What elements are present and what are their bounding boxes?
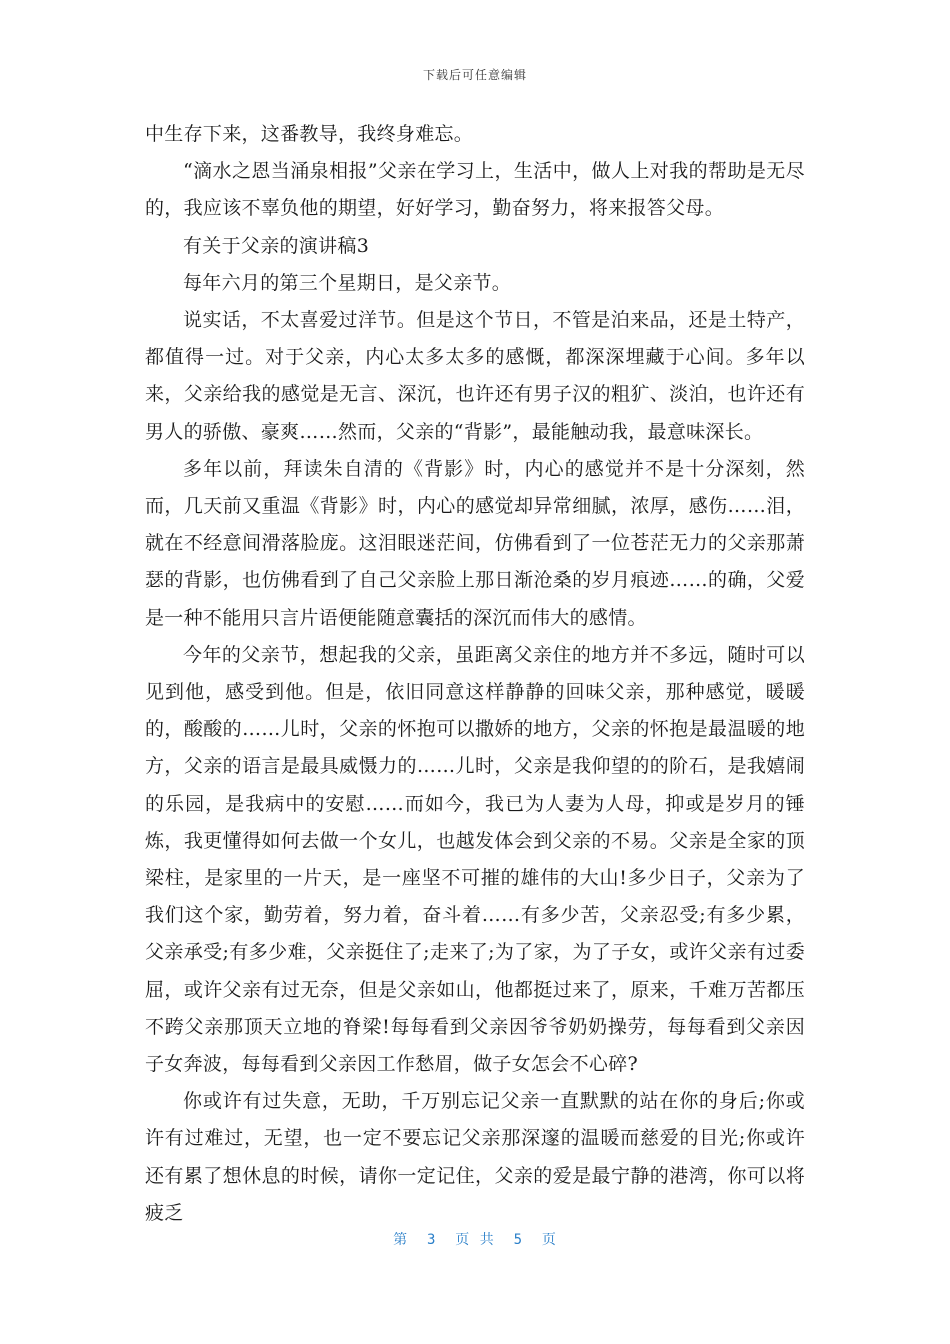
header-note: 下载后可任意编辑 (422, 68, 527, 82)
paragraph: 今年的父亲节，想起我的父亲，虽距离父亲住的地方并不多远，随时可以见到他，感受到他。但是，依旧同意这样静静的回味父亲，那种感觉，暖暖的，酸酸的……儿时，父亲的怀抱可以撒娇的地方，父亲的怀抱是最温暖的地方，父亲的语言是最具威慑力的……儿时，父亲是我仰望的的阶石，是我嬉闹的乐园，是我病中的安慰……而如今，我已为人妻为人母，抑或是岁月的锤炼，我更懂得如何去做一个女儿，也越发体会到父亲的不易。父亲是全家的顶梁柱，是家里的一片天，是一座坚不可摧的雄伟的大山!多少日子，父亲为了我们这个家，勤劳着，努力着，奋斗着……有多少苦，父亲忍受;有多少累，父亲承受;有多少难，父亲挺住了;走来了;为了家，为了子女，或许父亲有过委屈，或许父亲有过无奈，但是父亲如山，他都挺过来了，原来，千难万苦都压不跨父亲那顶天立地的脊梁!每每看到父亲因爷爷奶奶操劳，每每看到父亲因子女奔波，每每看到父亲因工作愁眉，做子女怎会不心碎? (145, 643, 805, 1076)
page-number: 第 3 页 共 5 页 (393, 1232, 557, 1248)
paragraph: 多年以前，拜读朱自清的《背影》时，内心的感觉并不是十分深刻，然而，几天前又重温《背影》时，内心的感觉却异常细腻，浓厚，感伤……泪，就在不经意间滑落脸庞。这泪眼迷茫间，仿佛看到了一位苍茫无力的父亲那萧瑟的背影，也仿佛看到了自己父亲脸上那日渐沧桑的岁月痕迹……的确，父爱是一种不能用只言片语便能随意囊括的深沉而伟大的感情。 (145, 457, 805, 629)
paragraph: 你或许有过失意，无助，千万别忘记父亲一直默默的站在你的身后;你或许有过难过，无望，也一定不要忘记父亲那深邃的温暖而慈爱的目光;你或许还有累了想休息的时候，请你一定记住，父亲的爱是最宁静的港湾，你可以将疲乏 (145, 1090, 805, 1224)
document-body (145, 116, 805, 1232)
paragraph: 每年六月的第三个星期日，是父亲节。 (183, 271, 512, 294)
paragraph-continuation: 中生存下来，这番教导，我终身难忘。 (145, 123, 474, 145)
paragraph: “滴水之恩当涌泉相报”父亲在学习上，生活中，做人上对我的帮助是无尽的，我应该不辜负他的期望，好好学习，勤奋努力，将来报答父母。 (145, 160, 805, 220)
paragraph: 说实话，不太喜爱过洋节。但是这个节日，不管是泊来品，还是土特产，都值得一过。对于父亲，内心太多太多的感慨，都深深埋藏于心间。多年以来，父亲给我的感觉是无言、深沉，也许还有男子汉的粗犷、淡泊，也许还有男人的骄傲、豪爽……然而，父亲的“背影”，最能触动我，最意味深长。 (145, 309, 805, 443)
section-heading: 有关于父亲的演讲稿3 (183, 234, 370, 257)
